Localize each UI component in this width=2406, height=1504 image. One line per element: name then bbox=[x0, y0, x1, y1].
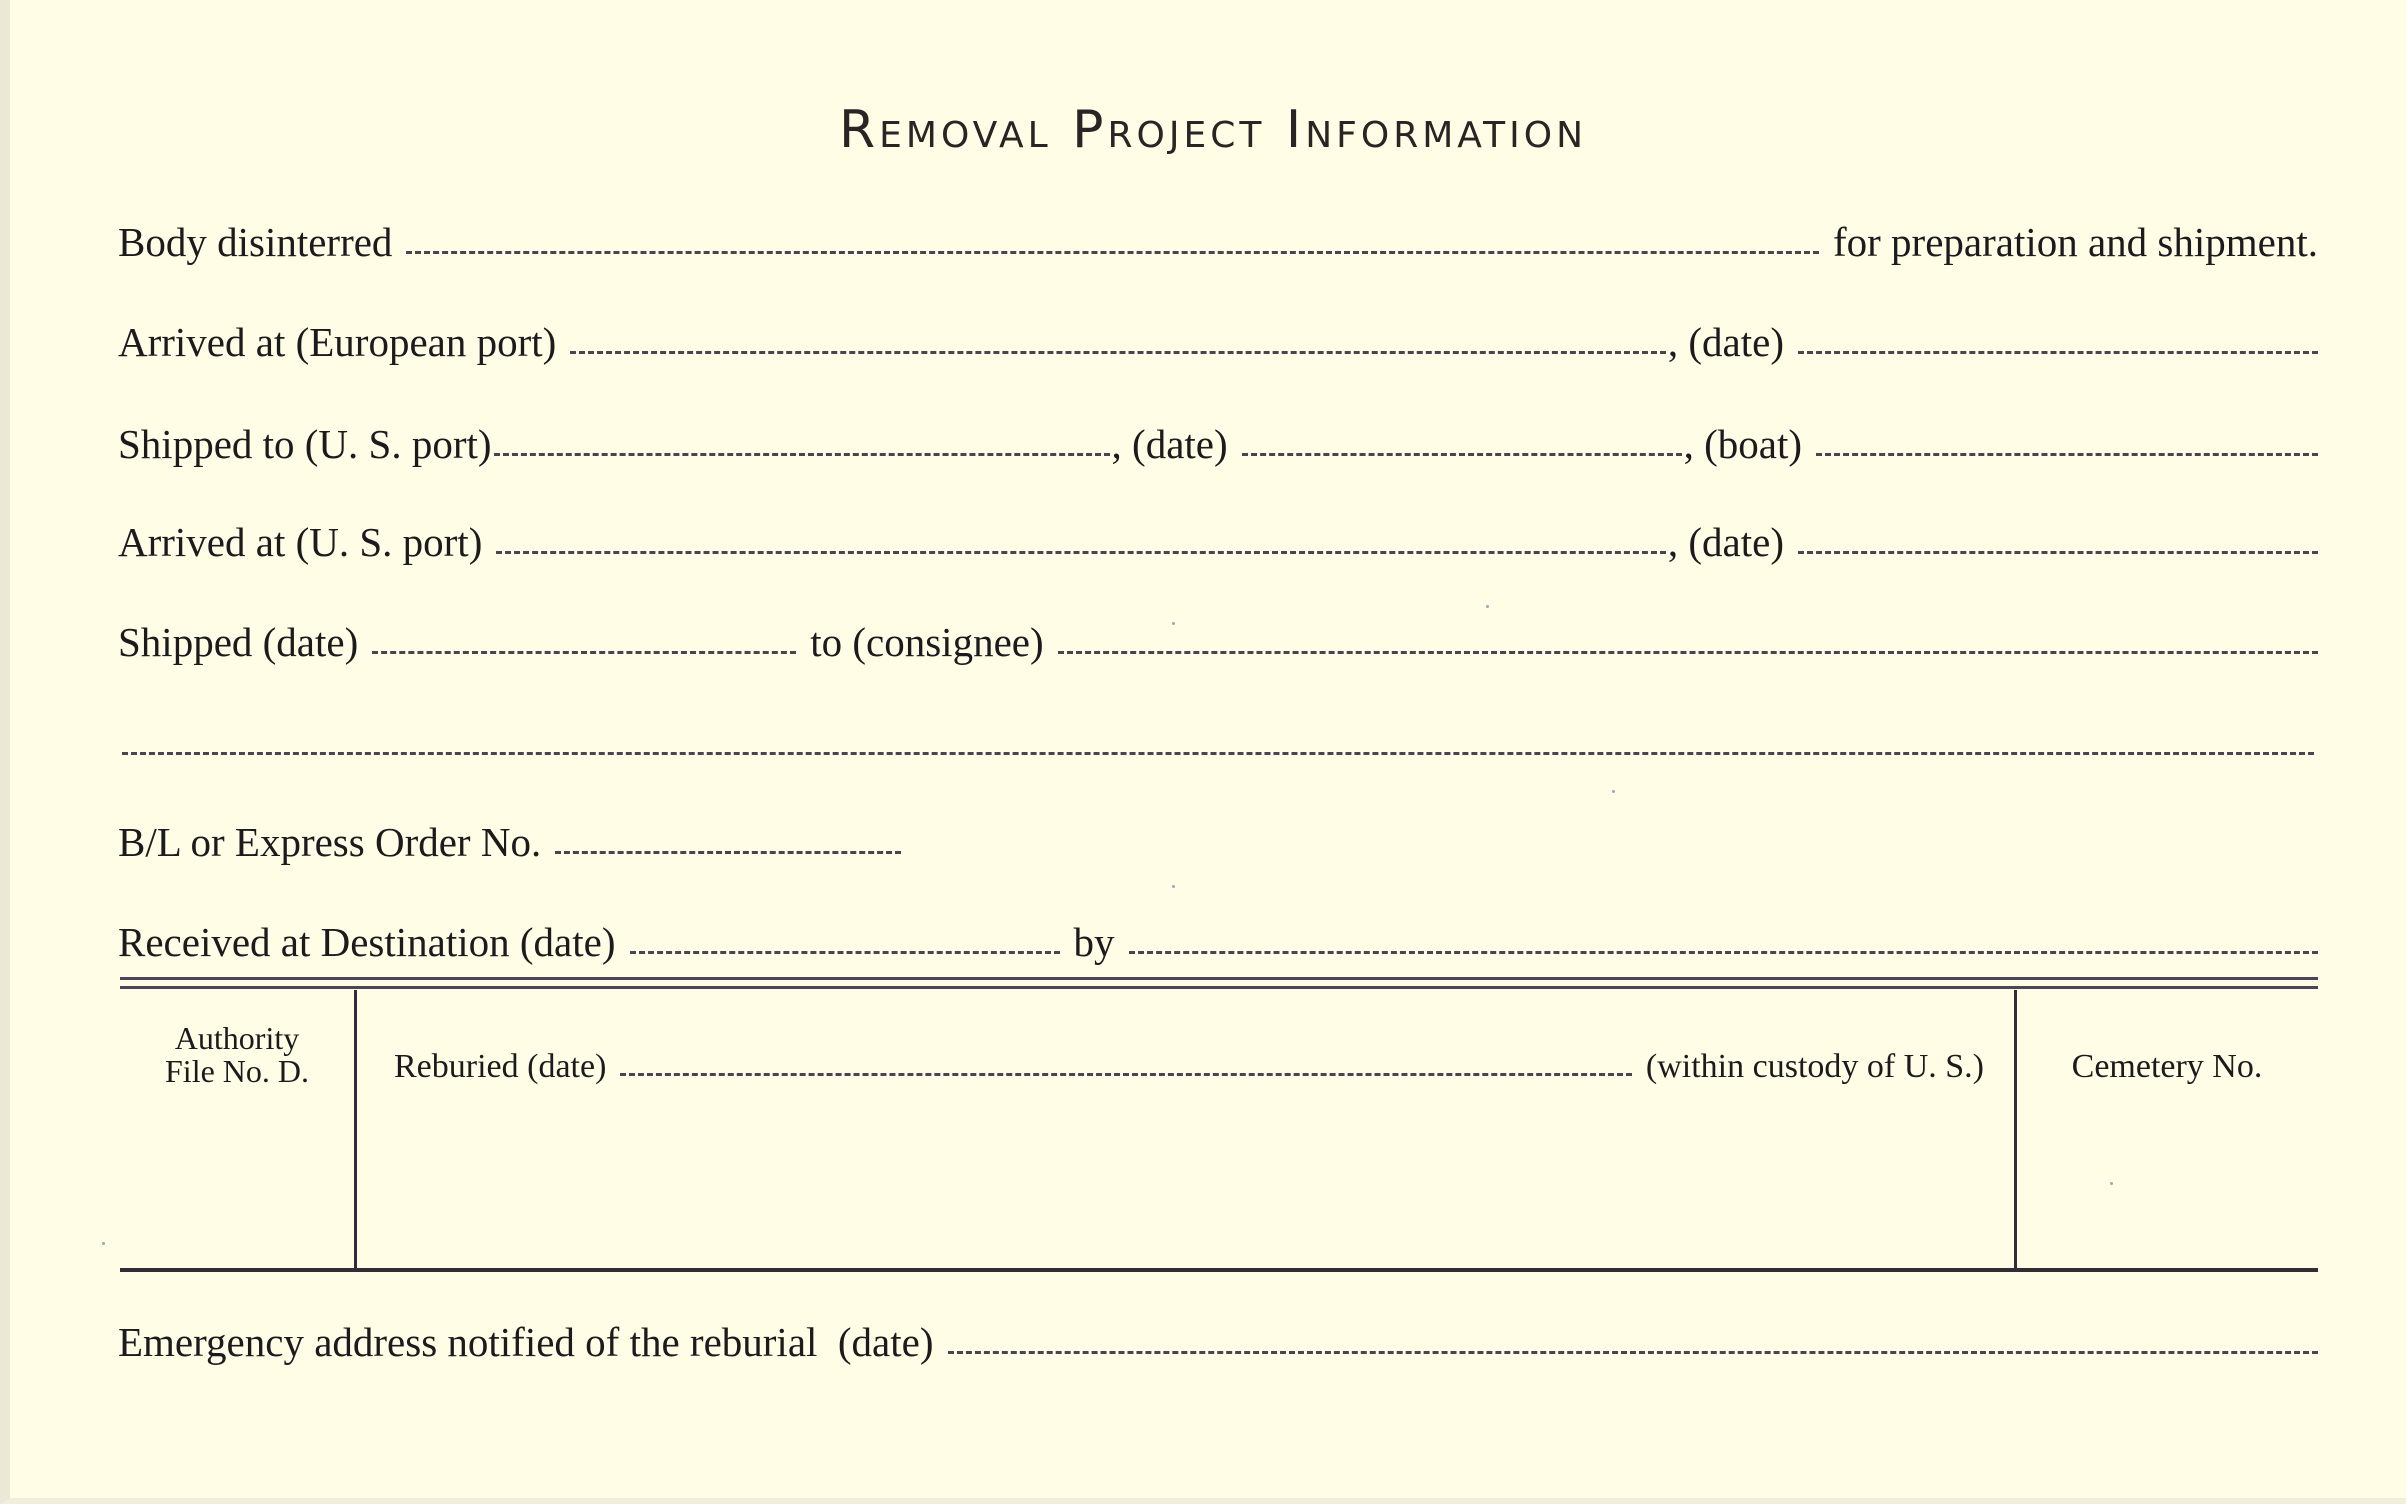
shipped-date-label: Shipped (date) bbox=[118, 619, 359, 665]
cemetery-no-cell[interactable] bbox=[2016, 1048, 2318, 1086]
boat-field[interactable] bbox=[1816, 453, 2318, 456]
arrived-us-date-label: , (date) bbox=[1667, 519, 1784, 565]
custody-label: (within custody of U. S.) bbox=[1645, 1048, 1984, 1085]
row-bl-order bbox=[118, 818, 2318, 866]
row-arrived-european bbox=[118, 318, 2318, 366]
reburied-label: Reburied (date) bbox=[394, 1048, 607, 1085]
paper-speck bbox=[1172, 885, 1175, 888]
emergency-label: Emergency address notified of the reburial (date) bbox=[118, 1319, 934, 1365]
emergency-date-field[interactable] bbox=[948, 1351, 2319, 1354]
row-body-disinterred bbox=[118, 218, 2318, 266]
body-disinterred-field[interactable] bbox=[406, 251, 1819, 254]
us-port-field[interactable] bbox=[494, 453, 1110, 456]
consignee-label: to (consignee) bbox=[810, 619, 1044, 665]
arrived-european-label: Arrived at (European port) bbox=[118, 319, 557, 365]
consignee-continuation-field[interactable] bbox=[122, 752, 2314, 755]
shipped-us-date-label: , (date) bbox=[1111, 421, 1228, 467]
arrived-us-port-label: Arrived at (U. S. port) bbox=[118, 519, 483, 565]
received-date-field[interactable] bbox=[630, 951, 1060, 954]
paper-speck bbox=[1172, 622, 1175, 625]
shipped-date-field[interactable] bbox=[372, 651, 796, 654]
paper-speck bbox=[2110, 1182, 2113, 1185]
authority-label: Authority bbox=[174, 1020, 300, 1056]
form-title: Removal Project Information bbox=[839, 100, 1587, 160]
received-by-field[interactable] bbox=[1129, 951, 2319, 954]
reburied-cell bbox=[394, 1048, 1984, 1086]
table-top-rule bbox=[120, 977, 2318, 980]
arrived-us-date-field[interactable] bbox=[1798, 551, 2318, 554]
bl-order-label: B/L or Express Order No. bbox=[118, 819, 542, 865]
by-label: by bbox=[1073, 919, 1115, 965]
paper-speck bbox=[1612, 790, 1615, 793]
paper-speck bbox=[102, 1242, 105, 1245]
shipped-us-date-field[interactable] bbox=[1242, 453, 1682, 456]
arrived-us-port-field[interactable] bbox=[496, 551, 1666, 554]
table-divider-right bbox=[2014, 990, 2017, 1268]
arrived-european-date-field[interactable] bbox=[1798, 351, 2318, 354]
row-emergency bbox=[118, 1318, 2318, 1366]
row-shipped-date bbox=[118, 618, 2318, 666]
row-shipped-us bbox=[118, 420, 2318, 468]
table-bottom-rule bbox=[120, 1268, 2318, 1272]
row-received bbox=[118, 918, 2318, 966]
boat-label: , (boat) bbox=[1683, 421, 1803, 467]
reburied-date-field[interactable] bbox=[620, 1073, 1632, 1076]
bl-order-field[interactable] bbox=[555, 851, 901, 854]
table-divider-left bbox=[354, 990, 357, 1268]
arrived-european-date-label: , (date) bbox=[1667, 319, 1784, 365]
file-no-label: File No. D. bbox=[165, 1053, 309, 1089]
table-top-rule-inner bbox=[120, 986, 2318, 989]
received-destination-label: Received at Destination (date) bbox=[118, 919, 616, 965]
preparation-shipment-text: for preparation and shipment. bbox=[1832, 219, 2318, 265]
paper-speck bbox=[1486, 605, 1489, 608]
european-port-field[interactable] bbox=[570, 351, 1666, 354]
row-arrived-us bbox=[118, 518, 2318, 566]
consignee-field[interactable] bbox=[1058, 651, 2318, 654]
cemetery-no-label: Cemetery No. bbox=[2071, 1048, 2263, 1085]
authority-file-cell[interactable] bbox=[120, 1022, 354, 1088]
shipped-us-port-label: Shipped to (U. S. port) bbox=[118, 421, 492, 467]
body-disinterred-label: Body disinterred bbox=[118, 219, 393, 265]
